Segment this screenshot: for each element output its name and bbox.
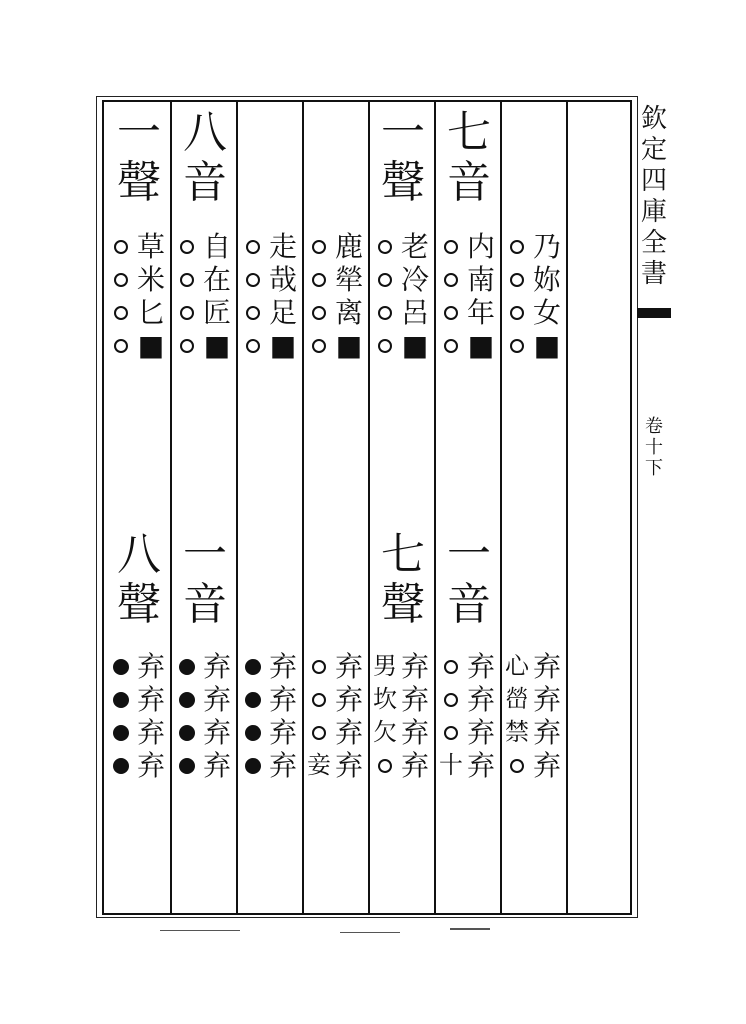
entry-char: 走 (268, 230, 297, 263)
filled-circle-icon (245, 758, 261, 774)
entry-row (244, 650, 298, 683)
entry-char: 弃 (400, 749, 429, 782)
entry-row (178, 329, 232, 362)
filled-circle-icon (245, 659, 261, 675)
entry-char: 弃 (334, 749, 363, 782)
entry-row (310, 329, 364, 362)
bottom-entries (370, 650, 436, 782)
entry-row (310, 683, 364, 716)
entry-char: 欠 (373, 718, 397, 746)
open-circle-icon (510, 273, 524, 287)
page-margin-title (634, 104, 674, 914)
entry-char: 米 (136, 263, 165, 296)
open-circle-icon (444, 273, 458, 287)
entry-row (376, 749, 430, 782)
open-circle-icon (312, 660, 326, 674)
open-circle-icon (378, 306, 392, 320)
entry-row (307, 749, 364, 782)
entry-char: 弃 (136, 683, 165, 716)
entry-row (376, 296, 430, 329)
paper-speck (160, 930, 240, 931)
entry-row (112, 296, 166, 329)
entry-row (178, 296, 232, 329)
top-entries (502, 230, 568, 362)
entry-char: 十 (439, 751, 463, 779)
top-heading (370, 108, 436, 208)
open-circle-icon (180, 240, 194, 254)
entry-char: 弃 (136, 650, 165, 683)
paper-speck (340, 932, 400, 933)
open-circle-icon (114, 240, 128, 254)
entry-char: 男 (373, 652, 397, 680)
entry-row (178, 749, 232, 782)
entry-row (439, 749, 496, 782)
text-column (370, 104, 436, 912)
entry-char: 弃 (466, 650, 495, 683)
entry-row (310, 296, 364, 329)
title-char: 四 (640, 166, 667, 196)
entry-char: 嵤 (505, 685, 529, 713)
entry-row (244, 683, 298, 716)
open-circle-icon (444, 693, 458, 707)
entry-char: ■ (269, 329, 297, 362)
entry-row (505, 683, 562, 716)
heading-char: 八 (117, 529, 161, 580)
entry-char: 弃 (268, 716, 297, 749)
heading-char: 一 (381, 107, 425, 158)
entry-char: 弃 (334, 716, 363, 749)
entry-row (373, 716, 430, 749)
entry-char: 弃 (202, 749, 231, 782)
entry-char: 女 (532, 296, 561, 329)
top-entries (106, 230, 172, 362)
entry-row (112, 230, 166, 263)
top-entries (436, 230, 502, 362)
entry-char: 匕 (136, 296, 165, 329)
top-heading (106, 108, 172, 208)
entry-char: 弃 (532, 650, 561, 683)
entry-char: ■ (401, 329, 429, 362)
filled-circle-icon (113, 659, 129, 675)
entry-char: 乃 (532, 230, 561, 263)
heading-char: 音 (183, 579, 227, 630)
filled-circle-icon (179, 692, 195, 708)
top-heading (436, 108, 502, 208)
entry-char: 匠 (202, 296, 231, 329)
open-circle-icon (114, 339, 128, 353)
open-circle-icon (114, 306, 128, 320)
entry-char: 弃 (400, 683, 429, 716)
entry-char: 离 (334, 296, 363, 329)
heading-char: 音 (447, 157, 491, 208)
entry-row (244, 329, 298, 362)
entry-row (310, 230, 364, 263)
entry-char: 弃 (466, 716, 495, 749)
heading-char: 一 (117, 107, 161, 158)
filled-circle-icon (179, 758, 195, 774)
entry-char: 鹿 (334, 230, 363, 263)
heading-char: 一 (447, 529, 491, 580)
entry-char: 内 (466, 230, 495, 263)
heading-char: 八 (183, 107, 227, 158)
bottom-heading (106, 530, 172, 630)
entry-row (178, 263, 232, 296)
entry-char: 弃 (334, 683, 363, 716)
juan-char: 十 (645, 437, 663, 458)
top-entries (370, 230, 436, 362)
entry-char: 弃 (532, 716, 561, 749)
entry-row (244, 716, 298, 749)
bottom-entries (502, 650, 568, 782)
entry-char: 弃 (400, 716, 429, 749)
bottom-heading (370, 530, 436, 630)
entry-char: 妳 (532, 263, 561, 296)
top-entries (238, 230, 304, 362)
open-circle-icon (312, 240, 326, 254)
open-circle-icon (180, 273, 194, 287)
entry-row (376, 329, 430, 362)
open-circle-icon (246, 240, 260, 254)
heading-char: 七 (447, 107, 491, 158)
entry-row (508, 296, 562, 329)
entry-char: 弃 (136, 749, 165, 782)
entry-char: ■ (533, 329, 561, 362)
filled-circle-icon (179, 659, 195, 675)
open-circle-icon (444, 726, 458, 740)
juan-char: 卷 (645, 416, 663, 437)
open-circle-icon (510, 306, 524, 320)
entry-char: ■ (137, 329, 165, 362)
open-circle-icon (246, 339, 260, 353)
entry-row (178, 230, 232, 263)
heading-char: 一 (183, 529, 227, 580)
heading-char: 音 (447, 579, 491, 630)
entry-row (442, 716, 496, 749)
open-circle-icon (312, 306, 326, 320)
entry-row (442, 650, 496, 683)
text-column (106, 104, 172, 912)
entry-char: 南 (466, 263, 495, 296)
text-column (238, 104, 304, 912)
open-circle-icon (312, 339, 326, 353)
open-circle-icon (114, 273, 128, 287)
open-circle-icon (444, 660, 458, 674)
entry-row (442, 230, 496, 263)
top-entries (304, 230, 370, 362)
heading-char: 音 (183, 157, 227, 208)
open-circle-icon (510, 339, 524, 353)
open-circle-icon (444, 306, 458, 320)
entry-char: 弃 (466, 749, 495, 782)
entry-char: 草 (136, 230, 165, 263)
top-entries (172, 230, 238, 362)
filled-circle-icon (113, 725, 129, 741)
entry-row (112, 716, 166, 749)
entry-row (112, 749, 166, 782)
text-column (502, 104, 568, 912)
entry-row (442, 329, 496, 362)
entry-row (112, 683, 166, 716)
entry-char: 在 (202, 263, 231, 296)
entry-row (373, 683, 430, 716)
filled-circle-icon (179, 725, 195, 741)
open-circle-icon (378, 339, 392, 353)
entry-char: 心 (505, 652, 529, 680)
open-circle-icon (510, 240, 524, 254)
title-char: 庫 (640, 197, 667, 227)
entry-row (112, 650, 166, 683)
text-column (304, 104, 370, 912)
entry-char: ■ (203, 329, 231, 362)
fish-tail-mark (637, 302, 671, 324)
open-circle-icon (246, 306, 260, 320)
entry-char: 弃 (202, 716, 231, 749)
top-heading (172, 108, 238, 208)
bottom-entries (238, 650, 304, 782)
text-column (436, 104, 502, 912)
entry-row (376, 263, 430, 296)
entry-char: 老 (400, 230, 429, 263)
entry-row (244, 263, 298, 296)
entry-row (310, 716, 364, 749)
entry-char: 自 (202, 230, 231, 263)
open-circle-icon (312, 726, 326, 740)
entry-char: 犖 (334, 263, 363, 296)
entry-char: 冷 (400, 263, 429, 296)
entry-row (178, 650, 232, 683)
entry-char: ■ (467, 329, 495, 362)
title-char: 全 (640, 228, 667, 258)
entry-row (442, 683, 496, 716)
bottom-entries (106, 650, 172, 782)
juan-char: 下 (645, 458, 663, 479)
bottom-entries (304, 650, 370, 782)
open-circle-icon (444, 339, 458, 353)
open-circle-icon (378, 240, 392, 254)
entry-char: 弃 (268, 749, 297, 782)
entry-char: 弃 (268, 683, 297, 716)
entry-row (112, 263, 166, 296)
entry-row (178, 716, 232, 749)
title-char: 書 (640, 259, 667, 289)
entry-row (376, 230, 430, 263)
entry-row (508, 329, 562, 362)
filled-circle-icon (113, 692, 129, 708)
paper-speck (450, 928, 490, 930)
text-column (172, 104, 238, 912)
open-circle-icon (312, 693, 326, 707)
entry-row (442, 296, 496, 329)
entry-row (373, 650, 430, 683)
entry-char: 弃 (136, 716, 165, 749)
open-circle-icon (312, 273, 326, 287)
entry-char: 弃 (466, 683, 495, 716)
entry-char: 弃 (532, 683, 561, 716)
entry-row (508, 263, 562, 296)
entry-row (244, 230, 298, 263)
entry-row (310, 263, 364, 296)
entry-row (310, 650, 364, 683)
entry-char: 哉 (268, 263, 297, 296)
entry-row (505, 716, 562, 749)
title-char: 定 (640, 135, 667, 165)
entry-char: 妾 (307, 751, 331, 779)
bottom-heading (436, 530, 502, 630)
entry-char: ■ (335, 329, 363, 362)
entry-char: 弃 (202, 683, 231, 716)
entry-row (178, 683, 232, 716)
heading-char: 聲 (381, 157, 425, 208)
filled-circle-icon (113, 758, 129, 774)
filled-circle-icon (245, 692, 261, 708)
heading-char: 聲 (117, 579, 161, 630)
entry-char: 年 (466, 296, 495, 329)
entry-char: 坎 (373, 685, 397, 713)
entry-char: 禁 (505, 718, 529, 746)
open-circle-icon (444, 240, 458, 254)
heading-char: 聲 (117, 157, 161, 208)
heading-char: 聲 (381, 579, 425, 630)
entry-char: 弃 (400, 650, 429, 683)
filled-circle-icon (245, 725, 261, 741)
title-char: 欽 (640, 104, 667, 134)
entry-row (244, 296, 298, 329)
entry-char: 弃 (334, 650, 363, 683)
entry-char: 弃 (268, 650, 297, 683)
bottom-entries (172, 650, 238, 782)
entry-row (244, 749, 298, 782)
entry-row (505, 650, 562, 683)
entry-char: 弃 (202, 650, 231, 683)
open-circle-icon (378, 759, 392, 773)
entry-row (112, 329, 166, 362)
entry-row (508, 749, 562, 782)
entry-char: 足 (268, 296, 297, 329)
entry-char: 呂 (400, 296, 429, 329)
open-circle-icon (180, 339, 194, 353)
entry-row (442, 263, 496, 296)
open-circle-icon (180, 306, 194, 320)
entry-row (508, 230, 562, 263)
open-circle-icon (246, 273, 260, 287)
heading-char: 七 (381, 529, 425, 580)
open-circle-icon (378, 273, 392, 287)
bottom-heading (172, 530, 238, 630)
entry-char: 弃 (532, 749, 561, 782)
open-circle-icon (510, 759, 524, 773)
bottom-entries (436, 650, 502, 782)
